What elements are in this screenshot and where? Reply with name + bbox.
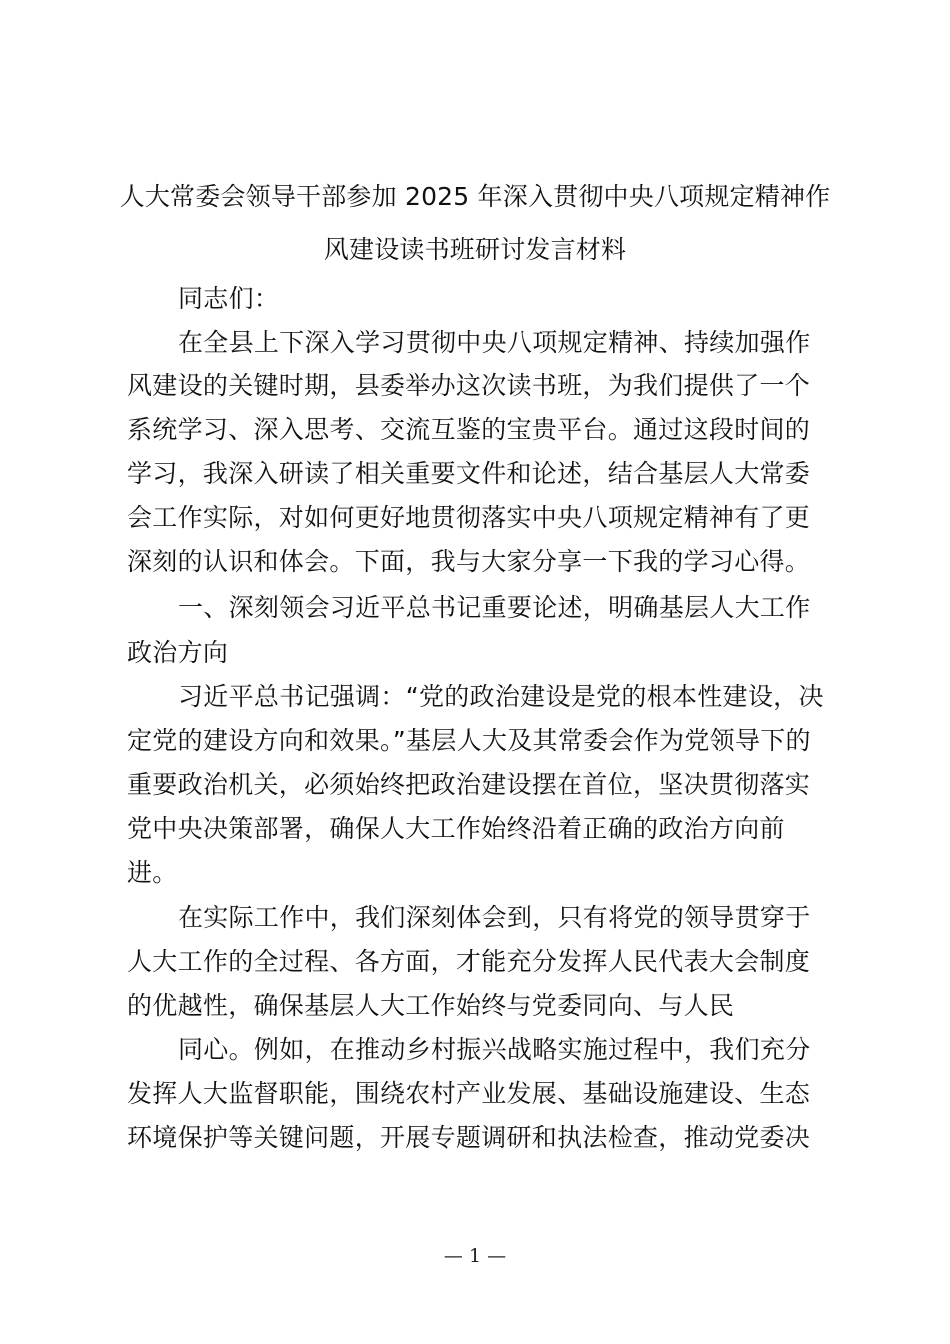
document-title-line-1: 人大常委会领导干部参加 2025 年深入贯彻中央八项规定精神作	[119, 182, 831, 211]
section-heading-line: 一、深刻领会习近平总书记重要论述，明确基层人大工作	[178, 593, 811, 622]
body-line: 人大工作的全过程、各方面，才能充分发挥人民代表大会制度	[127, 947, 811, 976]
body-line: 重要政治机关，必须始终把政治建设摆在首位，坚决贯彻落实	[127, 770, 811, 799]
body-line: 定党的建设方向和效果。”基层人大及其常委会作为党领导下的	[127, 726, 811, 755]
document-title-line-2: 风建设读书班研讨发言材料	[323, 235, 627, 264]
body-line: 在实际工作中，我们深刻体会到，只有将党的领导贯穿于	[178, 903, 811, 932]
body-line: 的优越性，确保基层人大工作始终与党委同向、与人民	[127, 991, 735, 1020]
body-line: 发挥人大监督职能，围绕农村产业发展、基础设施建设、生态	[127, 1079, 811, 1108]
body-line: 同心。例如，在推动乡村振兴战略实施过程中，我们充分	[178, 1035, 811, 1064]
body-line: 深刻的认识和体会。下面，我与大家分享一下我的学习心得。	[127, 547, 811, 576]
page-number: — 1 —	[443, 1245, 507, 1267]
body-line: 习近平总书记强调：“党的政治建设是党的根本性建设，决	[178, 682, 824, 711]
body-line: 会工作实际，对如何更好地贯彻落实中央八项规定精神有了更	[127, 503, 811, 532]
body-line: 风建设的关键时期，县委举办这次读书班，为我们提供了一个	[127, 371, 811, 400]
body-line: 环境保护等关键问题，开展专题调研和执法检查，推动党委决	[127, 1123, 811, 1152]
body-line: 在全县上下深入学习贯彻中央八项规定精神、持续加强作	[178, 328, 811, 357]
body-line: 学习，我深入研读了相关重要文件和论述，结合基层人大常委	[127, 459, 811, 488]
section-heading-line: 政治方向	[127, 638, 229, 667]
body-line: 系统学习、深入思考、交流互鉴的宝贵平台。通过这段时间的	[127, 415, 811, 444]
body-line: 党中央决策部署，确保人大工作始终沿着正确的政治方向前	[127, 814, 785, 843]
salutation: 同志们：	[178, 284, 280, 313]
body-line: 进。	[127, 858, 178, 887]
